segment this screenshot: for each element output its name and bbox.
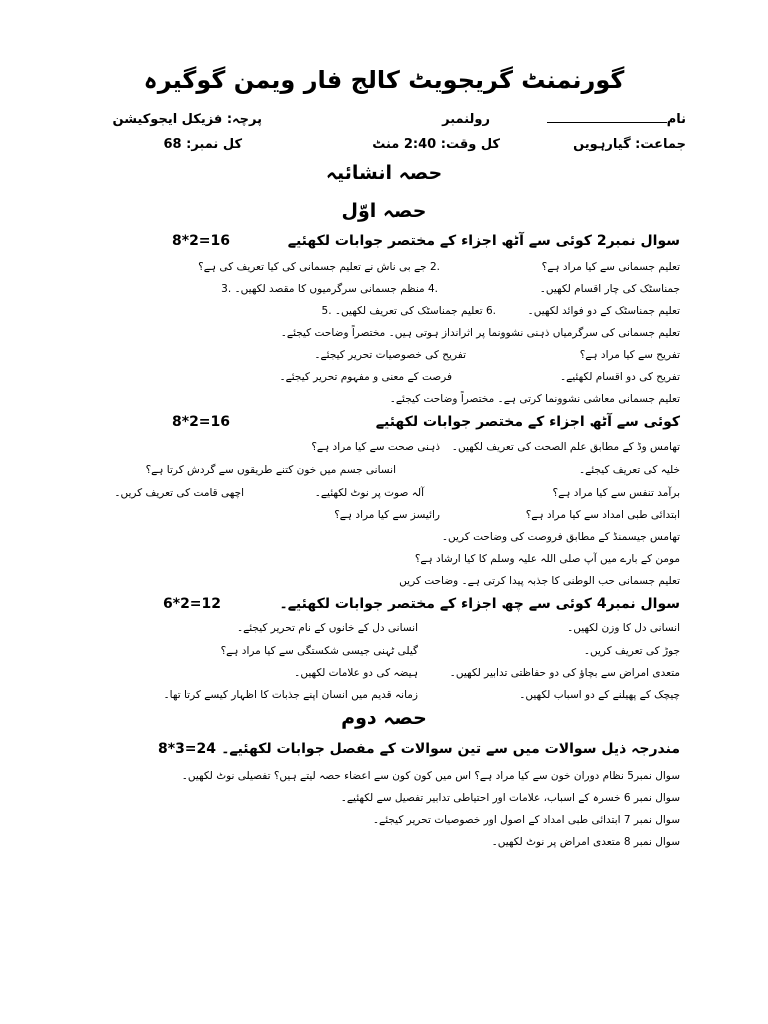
q2-item: فرصت کے معنی و مفہوم تحریر کیجئے۔ [279, 371, 452, 383]
part2-item: سوال نمبر5 نظام دوران خون سے کیا مراد ہے؟ اس میں کون کون سے اعضاء حصہ لیتے ہیں؟ تفصیلی نوٹ لکھیں۔ [181, 770, 680, 782]
q4-item: متعدی امراض سے بچاؤ کی دو حفاظتی تدابیر لکھیں۔ [449, 667, 680, 679]
q4-item: جوڑ کی تعریف کریں۔ [583, 645, 680, 657]
q4-item: ہیضہ کی دو علامات لکھیں۔ [294, 667, 418, 679]
q2-item: تفریح کی خصوصیات تحریر کیجئے۔ [314, 349, 466, 361]
part2-item: سوال نمبر 7 ابتدائی طبی امداد کے اصول اور خصوصیات تحریر کیجئے۔ [372, 814, 680, 826]
q4-marks: 6*2=12 [163, 596, 222, 612]
q3-item: انسانی جسم میں خون کتنے طریقوں سے گردش کرتا ہے؟ [145, 464, 396, 476]
q3-item: تعلیم جسمانی حب الوطنی کا جذبہ پیدا کرتی ہے۔ وضاحت کریں [399, 575, 680, 587]
roll-label: رولنمبر [442, 112, 490, 127]
q2-item: .2 جے بی ناش نے تعلیم جسمانی کی کیا تعریف کی ہے؟ [198, 261, 440, 273]
part2-item: سوال نمبر 6 خسرہ کے اسباب، علامات اور احتیاطی تدابیر تفصیل سے لکھئیے۔ [340, 792, 680, 804]
q3-item: تھامس جیسمنڈ کے مطابق فروصت کی وضاحت کریں۔ [441, 531, 680, 543]
q4-item: زمانہ قدیم میں انسان اپنے جذبات کا اظہار کیسے کرتا تھا۔ [163, 689, 418, 701]
q2-item: تعلیم جسمانی سے کیا مراد ہے؟ [541, 261, 680, 273]
name-underline [547, 122, 667, 123]
q3-item: رائیسز سے کیا مراد ہے؟ [334, 509, 440, 521]
name-label: نام [666, 112, 686, 127]
part2-heading: مندرجہ ذیل سوالات میں سے تین سوالات کے مفصل جوابات لکھئیے۔ [221, 741, 680, 757]
q2-item: .6 تعلیم جمناسٹک کی تعریف لکھیں۔ .5 [321, 305, 496, 317]
q2-item: .4 منظم جسمانی سرگرمیوں کا مقصد لکھیں۔ .3 [221, 283, 438, 295]
q4-item: انسانی دل کا وزن لکھیں۔ [567, 622, 680, 634]
q2-item: تعلیم جسمانی معاشی نشوونما کرتی ہے۔ مختصراً وضاحت کیجئے۔ [389, 393, 680, 405]
time-label: کل وقت: 2:40 منٹ [372, 137, 500, 152]
q3-item: خلیہ کی تعریف کیجئے۔ [578, 464, 680, 476]
q4-item: انسانی دل کے خانوں کے نام تحریر کیجئے۔ [236, 622, 418, 634]
q2-item: تفریح سے کیا مراد ہے؟ [579, 349, 680, 361]
part2-marks: 8*3=24 [158, 741, 217, 757]
q3-item: تھامس وڈ کے مطابق علم الصحت کی تعریف لکھیں۔ [451, 441, 680, 453]
q2-item: تعلیم جسمانی کی سرگرمیاں ذہنی نشوونما پر اثرانداز ہوتی ہیں۔ مختصراً وضاحت کیجئے۔ [280, 327, 680, 339]
q2-heading: سوال نمبر2 کوئی سے آٹھ اجزاء کے مختصر جوابات لکھئیے [287, 233, 680, 249]
section-doam: حصہ دوم [341, 707, 427, 729]
q4-item: چیچک کے پھیلنے کے دو اسباب لکھیں۔ [519, 689, 680, 701]
section-awwal: حصہ اوّل [341, 200, 427, 222]
total-marks-label: کل نمبر: 68 [163, 137, 242, 152]
q2-item: تفریح کی دو اقسام لکھئیے۔ [559, 371, 680, 383]
q3-item: اچھی قامت کی تعریف کریں۔ [114, 487, 244, 499]
q3-item: ابتدائی طبی امداد سے کیا مراد ہے؟ [525, 509, 680, 521]
section-inshaiya: حصہ انشائیہ [325, 162, 443, 184]
college-title: گورنمنٹ گریجویٹ کالج فار ویمن گوگیرہ [143, 66, 625, 94]
q2-item: تعلیم جمناسٹک کے دو فوائد لکھیں۔ [527, 305, 680, 317]
q3-item: مومن کے بارے میں آپ صلی اللہ علیہ وسلم کا کیا ارشاد ہے؟ [414, 553, 680, 565]
q4-item: گیلی ٹہنی جیسی شکستگی سے کیا مراد ہے؟ [220, 645, 418, 657]
q2-item: جمناسٹک کی چار اقسام لکھیں۔ [539, 283, 680, 295]
paper-label: پرچہ: فزیکل ایجوکیشن [112, 112, 262, 127]
class-label: جماعت: گیارہویں [573, 137, 686, 152]
q2-marks: 8*2=16 [172, 233, 231, 249]
q3-marks: 8*2=16 [172, 414, 231, 430]
q4-heading: سوال نمبر4 کوئی سے چھ اجزاء کے مختصر جوابات لکھئیے۔ [279, 596, 680, 612]
part2-item: سوال نمبر 8 متعدی امراض پر نوٹ لکھیں۔ [491, 836, 680, 848]
q3-item: آلہ صوت پر نوٹ لکھئیے۔ [314, 487, 424, 499]
name-field [547, 112, 686, 127]
q3-item: ذہنی صحت سے کیا مراد ہے؟ [311, 441, 440, 453]
q3-heading: کوئی سے آٹھ اجزاء کے مختصر جوابات لکھئیے [375, 414, 680, 430]
q3-item: برآمد تنفس سے کیا مراد ہے؟ [552, 487, 680, 499]
